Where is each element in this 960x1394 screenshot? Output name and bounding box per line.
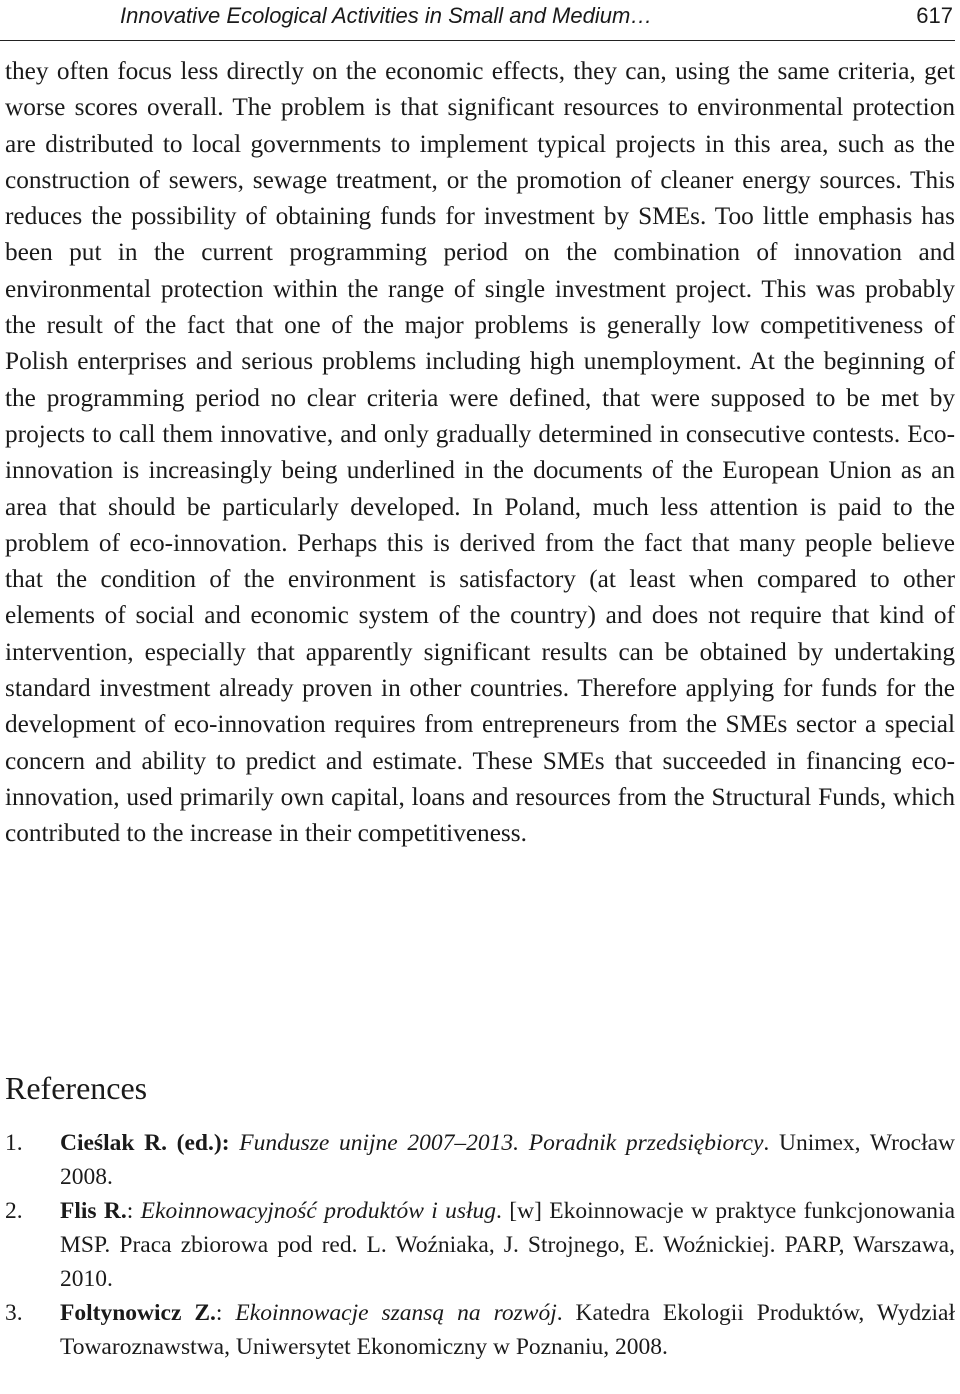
reference-author: Flis R. <box>60 1198 127 1224</box>
reference-details: . Unimex, Wrocław 2008. <box>60 1130 956 1190</box>
reference-author: Cieślak R. (ed.): <box>60 1130 230 1156</box>
reference-number: 3. <box>5 1300 23 1326</box>
reference-details: . Katedra Ekologii Produktów, Wydział Towaroznawstwa, Uniwersytet Ekonomiczny w Poznaniu, 2008. <box>60 1300 955 1360</box>
reference-author: Foltynowicz Z. <box>60 1300 216 1326</box>
references-heading: References <box>5 1070 148 1106</box>
body-text <box>5 53 955 852</box>
reference-item <box>5 1126 955 1194</box>
reference-number: 1. <box>5 1130 23 1156</box>
page-number: 617 <box>916 3 953 28</box>
reference-title: Fundusze unijne 2007–2013. Poradnik przedsiębiorcy <box>239 1130 764 1156</box>
reference-title: Ekoinnowacyjność produktów i usług <box>140 1198 497 1224</box>
reference-item: 3. Foltynowicz Z.: Ekoinnowacje szansą na rozwój. Katedra Ekologii Produktów, Wydział Towaroznawstwa, Uniwersytet Ekonomiczny w Poznaniu, 2008. <box>5 1296 955 1364</box>
references-list <box>5 1126 955 1364</box>
body-paragraph: they often focus less directly on the economic effects, they can, using the same criteria, get worse scores overall. The problem is that significant resources to environmental protection are distributed to local governments to implement typical projects in this area, such as the construction of sewers, sewage treatment, or the promotion of cleaner energy sources. This reduces the possibility of obtaining funds for investment by SMEs. Too little emphasis has been put in the current programming period on the combination of innovation and environmental protection within the range of single investment project. This was probably the result of the fact that one of the major problems is generally low competitiveness of Polish enterprises and serious problems including high unemployment. At the beginning of the programming period no clear criteria were defined, that were supposed to be met by projects to call them innovative, and only gradually determined in consecutive contests. Eco-innovation is increasingly being underlined in the documents of the European Union as an area that should be particularly developed. In Poland, much less attention is paid to the problem of eco-innovation. Perhaps this is derived from the fact that many people believe that the condition of the environment is satisfactory (at least when compared to other elements of social and economic system of the country) and does not require that kind of intervention, especially that apparently significant results can be obtained by undertaking standard investment already proven in other countries. Therefore applying for funds for the development of eco-innovation requires from entrepreneurs from the SMEs sector a special concern and ability to predict and estimate. These SMEs that succeeded in financing eco-innovation, used primarily own capital, loans and resources from the Structural Funds, which contributed to the increase in their competitiveness. <box>5 57 955 848</box>
reference-details: . [w] Ekoinnowacje w praktyce funkcjonowania MSP. Praca zbiorowa pod red. L. Woźniaka, J. Strojnego, E. Woźnickiej. PARP, Warszawa, 2010. <box>60 1198 956 1292</box>
running-title: Innovative Ecological Activities in Small and Medium… <box>120 3 653 28</box>
reference-number: 2. <box>5 1198 23 1224</box>
reference-title: Ekoinnowacje szansą na rozwój <box>235 1300 557 1326</box>
running-header <box>0 0 955 41</box>
reference-item: 2. Flis R.: Ekoinnowacyjność produktów i usług. [w] Ekoinnowacje w praktyce funkcjonowania MSP. Praca zbiorowa pod red. L. Woźniaka, J. Strojnego, E. Woźnickiej. PARP, Warszawa, 2010. <box>5 1194 955 1296</box>
